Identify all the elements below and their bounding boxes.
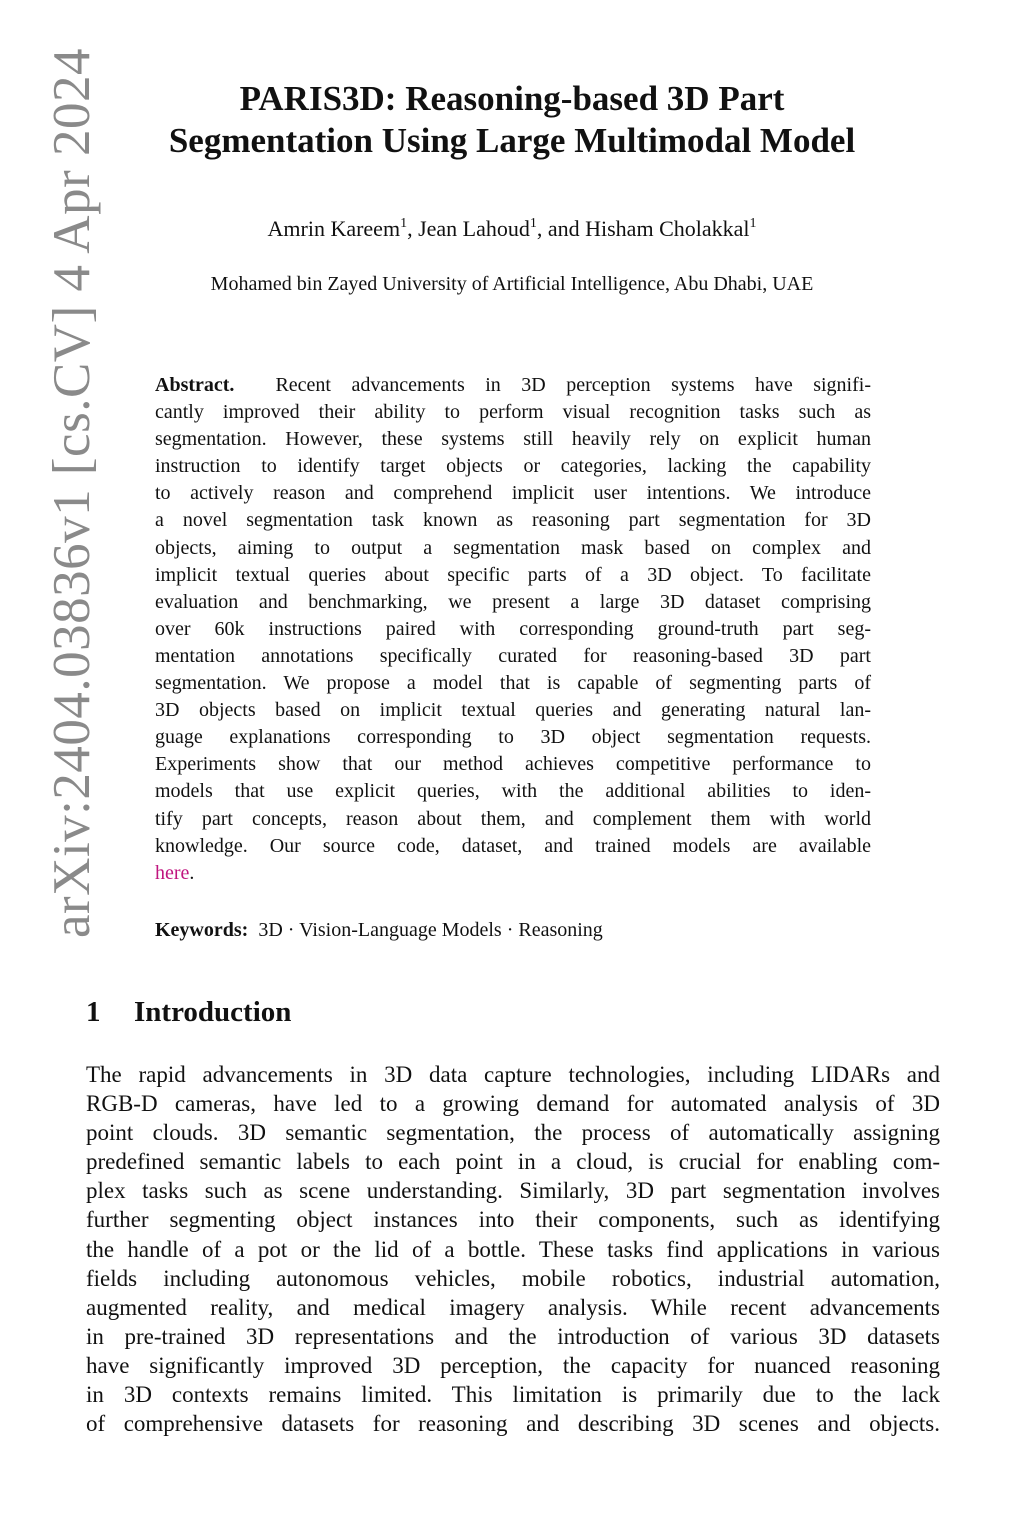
body-line: predefined semantic labels to each point in a cloud, is crucial for enabling com- — [86, 1149, 940, 1175]
abstract-line: Experiments show that our method achieves competitive performance to — [155, 753, 871, 776]
abstract-line: models that use explicit queries, with the additional abilities to iden- — [155, 780, 871, 803]
title-line-1: PARIS3D: Reasoning-based 3D Part — [239, 79, 785, 118]
affiliation-mark: 1 — [400, 216, 408, 231]
abstract-last-line: here. — [155, 861, 195, 884]
author-separator: , — [407, 216, 419, 241]
abstract-label: Abstract. — [155, 374, 235, 396]
abstract-line: cantly improved their ability to perform visual recognition tasks such as — [155, 401, 871, 424]
abstract-line: to actively reason and comprehend implicit user intentions. We introduce — [155, 482, 871, 505]
author-list — [70, 214, 954, 244]
abstract-line: implicit textual queries about specific parts of a 3D object. To facilitate — [155, 563, 871, 586]
code-link[interactable]: here — [155, 861, 190, 884]
keywords — [155, 916, 603, 944]
section-title: Introduction — [134, 996, 292, 1028]
author-name: Jean Lahoud — [418, 216, 530, 241]
body-line: The rapid advancements in 3D data capture technologies, including LIDARs and — [86, 1062, 940, 1087]
abstract-line: guage explanations corresponding to 3D object segmentation requests. — [155, 726, 871, 749]
abstract-line: knowledge. Our source code, dataset, and trained models are available — [155, 834, 871, 857]
affiliation: Mohamed bin Zayed University of Artificial Intelligence, Abu Dhabi, UAE — [210, 273, 814, 295]
abstract-line: instruction to identify target objects or categories, lacking the capability — [155, 455, 871, 478]
keywords-label: Keywords: — [155, 919, 249, 941]
author-name: Hisham Cholakkal — [585, 216, 750, 241]
abstract-line: a novel segmentation task known as reasoning part segmentation for 3D — [155, 509, 871, 532]
body-line: fields including autonomous vehicles, mobile robotics, industrial automation, — [86, 1265, 940, 1291]
abstract-line: Abstract. Recent advancements in 3D perception systems have signifi- — [155, 374, 871, 396]
affiliation-mark: 1 — [749, 216, 757, 231]
body-line: the handle of a pot or the lid of a bottle. These tasks find applications in various — [86, 1236, 940, 1262]
body-line: plex tasks such as scene understanding. Similarly, 3D part segmentation involves — [86, 1178, 940, 1204]
abstract-line: evaluation and benchmarking, we present a large 3D dataset comprising — [155, 590, 871, 613]
body-line: in 3D contexts remains limited. This limitation is primarily due to the lack — [86, 1382, 940, 1408]
arxiv-side-identifier: arXiv:2404.03836v1 [cs.CV] 4 Apr 2024 — [43, 48, 101, 938]
body-line: RGB-D cameras, have led to a growing demand for automated analysis of 3D — [86, 1091, 940, 1117]
abstract-line: mentation annotations specifically curated for reasoning-based 3D part — [155, 644, 871, 667]
body-line: point clouds. 3D semantic segmentation, the process of automatically assigning — [86, 1120, 940, 1146]
introduction-paragraph — [86, 1060, 940, 1438]
abstract — [155, 372, 871, 887]
body-line: in pre-trained 3D representations and the introduction of various 3D datasets — [86, 1323, 940, 1349]
abstract-line: segmentation. We propose a model that is capable of segmenting parts of — [155, 672, 871, 695]
abstract-line: segmentation. However, these systems still heavily rely on explicit human — [155, 428, 871, 451]
body-line: augmented reality, and medical imagery analysis. While recent advancements — [86, 1294, 940, 1320]
abstract-line: over 60k instructions paired with corresponding ground-truth part seg- — [155, 617, 871, 640]
author-name: Amrin Kareem — [267, 216, 401, 241]
author-separator: , and — [536, 216, 586, 241]
body-line: have significantly improved 3D perception, the capacity for nuanced reasoning — [86, 1352, 940, 1378]
abstract-line: objects, aiming to output a segmentation mask based on complex and — [155, 536, 871, 559]
affiliation-mark: 1 — [529, 216, 537, 231]
section-heading — [86, 994, 291, 1030]
section-number: 1 — [86, 996, 101, 1028]
paper-title — [70, 78, 954, 162]
title-line-2: Segmentation Using Large Multimodal Model — [168, 121, 856, 160]
body-line: further segmenting object instances into their components, such as identifying — [86, 1207, 940, 1233]
abstract-line: 3D objects based on implicit textual queries and generating natural lan- — [155, 699, 871, 722]
keywords-value: 3D · Vision-Language Models · Reasoning — [258, 919, 603, 941]
body-line: of comprehensive datasets for reasoning and describing 3D scenes and objects. — [86, 1411, 940, 1437]
abstract-line: tify part concepts, reason about them, and complement them with world — [155, 807, 871, 830]
